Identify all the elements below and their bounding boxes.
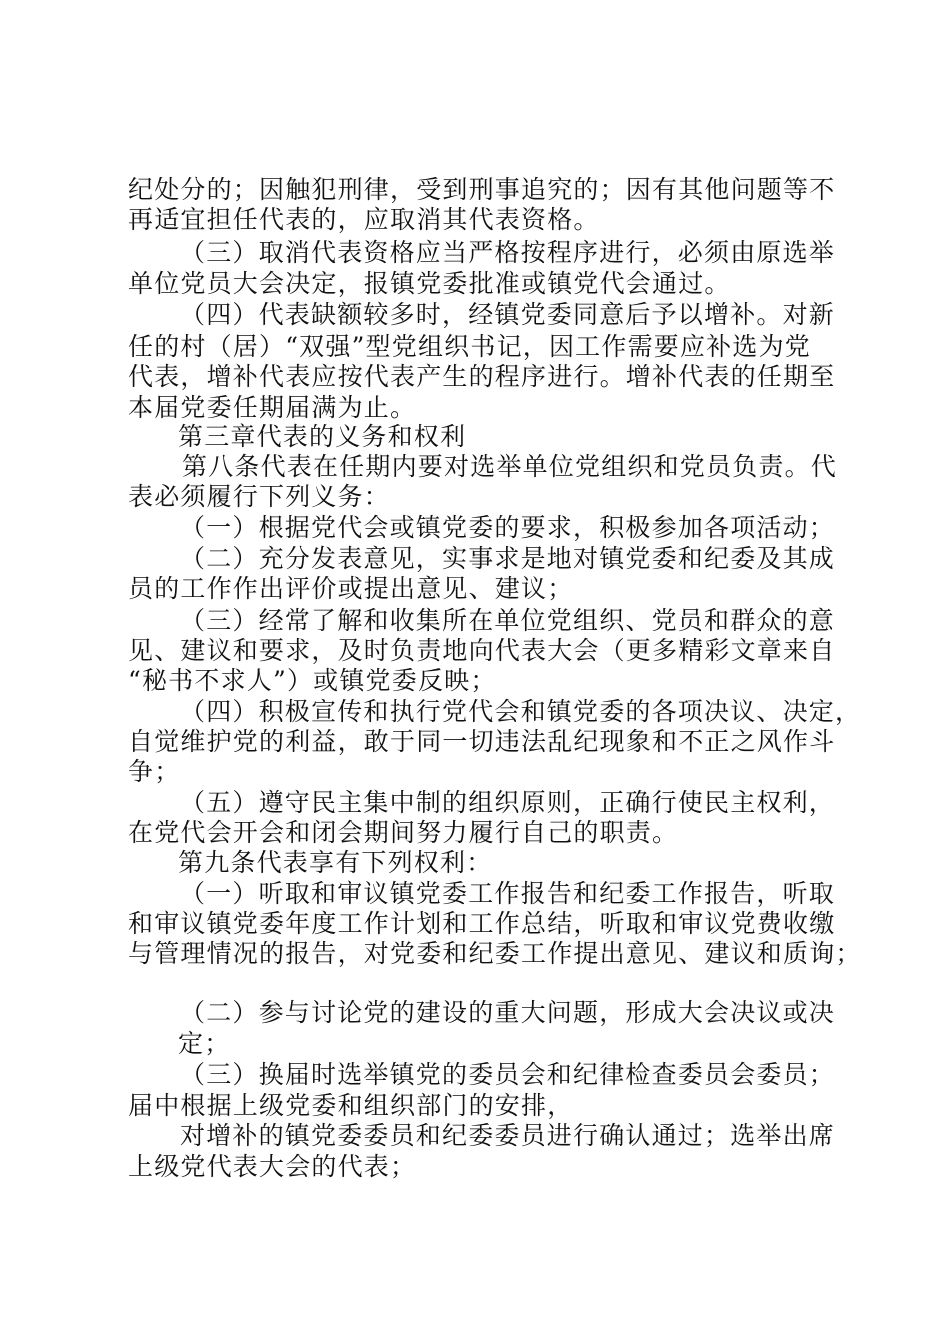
text-line: （二）充分发表意见，实事求是地对镇党委和纪委及其成 [180,544,836,573]
text-line: 争； [128,757,181,786]
text-line: 代表，增补代表应按代表产生的程序进行。增补代表的任期至 [128,362,836,391]
text-line: （四）代表缺额较多时，经镇党委同意后予以增补。对新 [180,300,836,329]
text-line: 与管理情况的报告，对党委和纪委工作提出意见、建议和质询； [128,939,862,968]
text-line: （一）听取和审议镇党委工作报告和纪委工作报告，听取 [180,879,836,908]
text-line: （五）遵守民主集中制的组织原则，正确行使民主权利， [180,788,836,817]
article-heading: 第八条代表在任期内要对选举单位党组织和党员负责。代 [182,452,838,481]
text-line: 和审议镇党委年度工作计划和工作总结，听取和审议党费收缴 [128,909,836,938]
text-line: （四）积极宣传和执行党代会和镇党委的各项决议、决定， [180,697,862,726]
text-line: 表必须履行下列义务： [128,482,391,511]
chapter-heading: 第三章代表的义务和权利 [178,422,467,451]
text-line: 见、建议和要求，及时负责地向代表大会（更多精彩文章来自 [128,636,836,665]
text-line: “秘书不求人”）或镇党委反映； [128,666,497,695]
text-line: 再适宜担任代表的，应取消其代表资格。 [128,205,600,234]
text-line: 定； [178,1029,231,1058]
text-line: （三）经常了解和收集所在单位党组织、党员和群众的意 [180,606,836,635]
text-line: 任的村（居）“双强”型党组织书记，因工作需要应补选为党 [128,332,811,361]
text-line: （一）根据党代会或镇党委的要求，积极参加各项活动； [180,513,836,542]
text-line: 本届党委任期届满为止。 [128,393,417,422]
text-line: 对增补的镇党委委员和纪委委员进行确认通过；选举出席 [180,1121,836,1150]
text-line: （二）参与讨论党的建设的重大问题，形成大会决议或决 [180,998,836,1027]
text-line: 单位党员大会决定，报镇党委批准或镇党代会通过。 [128,269,731,298]
text-line: 在党代会开会和闭会期间努力履行自己的职责。 [128,818,679,847]
text-line: 届中根据上级党委和组织部门的安排， [128,1091,574,1120]
text-line: （三）换届时选举镇党的委员会和纪律检查委员会委员； [180,1060,836,1089]
text-line: 自觉维护党的利益，敢于同一切违法乱纪现象和不正之风作斗 [128,727,836,756]
text-line: 员的工作作出评价或提出意见、建议； [128,574,574,603]
text-line: （三）取消代表资格应当严格按程序进行，必须由原选举 [180,238,836,267]
text-line: 纪处分的；因触犯刑律，受到刑事追究的；因有其他问题等不 [128,175,836,204]
article-heading: 第九条代表享有下列权利： [178,848,493,877]
text-line: 上级党代表大会的代表； [128,1152,417,1181]
